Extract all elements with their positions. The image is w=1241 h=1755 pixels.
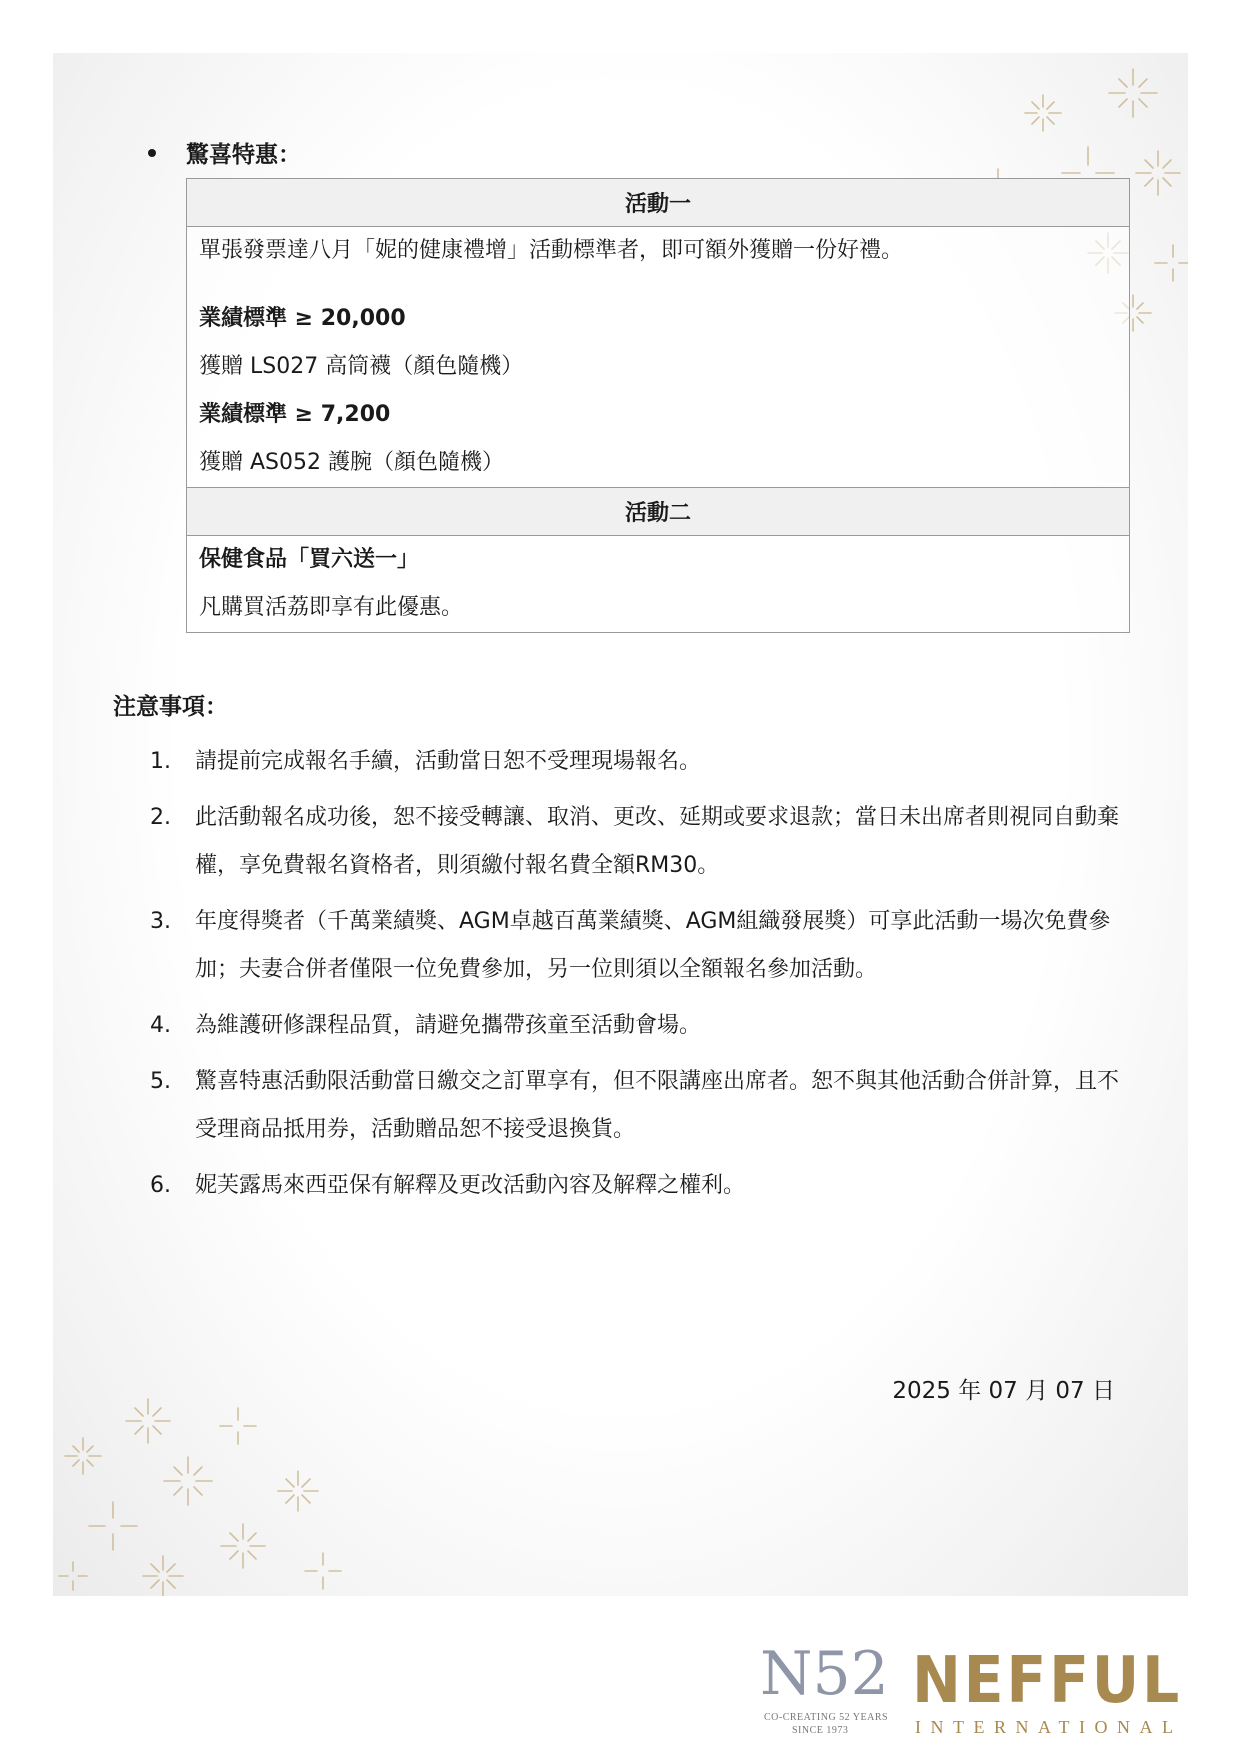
activity1-intro: 單張發票達八月「妮的健康禮增」活動標準者，即可額外獲贈一份好禮。: [199, 238, 904, 263]
activity2-title: 保健食品「買六送一」: [199, 547, 420, 572]
tagline-1: CO-CREATING 52 YEARS: [764, 1712, 889, 1723]
tier1-standard: 業績標準 ≥ 20,000: [199, 306, 406, 331]
bullet-icon: [148, 149, 156, 157]
activity1-body: [187, 227, 1130, 488]
list-item: 2. 此活動報名成功後，恕不接受轉讓、取消、更改、延期或要求退款；當日未出席者則視同自動棄權，享免費報名資格者，則須繳付報名費全額RM30。: [150, 805, 1120, 878]
notes-heading: 注意事項：: [113, 694, 228, 720]
activity1-header: 活動一: [187, 179, 1130, 227]
promo-title: 驚喜特惠：: [186, 142, 301, 168]
sparkle-pattern-bottom-left: [53, 1386, 373, 1596]
brand-text: NEFFUL: [912, 1644, 1182, 1718]
tier2-standard: 業績標準 ≥ 7,200: [199, 402, 391, 427]
promo-heading: [148, 136, 301, 169]
n52-mark: [760, 1639, 889, 1736]
activity2-desc: 凡購買活荔即享有此優惠。: [199, 595, 464, 620]
document-date: 2025 年 07 月 07 日: [892, 1378, 1115, 1404]
tier2-gift: 獲贈 AS052 護腕（顏色隨機）: [199, 450, 504, 475]
notes-list: [150, 738, 1130, 1218]
tier1-gift: 獲贈 LS027 高筒襪（顏色隨機）: [199, 354, 524, 379]
activity2-header: 活動二: [187, 488, 1130, 536]
nefful-logo: [760, 1632, 1190, 1742]
list-item: 6. 妮芙露馬來西亞保有解釋及更改活動內容及解釋之權利。: [150, 1173, 746, 1198]
tagline-2: SINCE 1973: [792, 1725, 849, 1736]
list-item: 3. 年度得獎者（千萬業績獎、AGM卓越百萬業績獎、AGM組織發展獎）可享此活動一場次免費參加；夫妻合併者僅限一位免費參加，另一位則須以全額報名參加活動。: [150, 909, 1111, 982]
list-item: 1. 請提前完成報名手續，活動當日恕不受理現場報名。: [150, 749, 702, 774]
activity2-body: [187, 536, 1130, 633]
n52-letters: N52: [760, 1639, 889, 1709]
nefful-wordmark: [912, 1644, 1182, 1737]
promo-table: [186, 178, 1130, 633]
list-item: 5. 驚喜特惠活動限活動當日繳交之訂單享有，但不限講座出席者。恕不與其他活動合併計算，且不受理商品抵用券，活動贈品恕不接受退換貨。: [150, 1069, 1120, 1142]
list-item: 4. 為維護研修課程品質，請避免攜帶孩童至活動會場。: [150, 1013, 702, 1038]
brand-sub-text: INTERNATIONAL: [915, 1717, 1180, 1737]
